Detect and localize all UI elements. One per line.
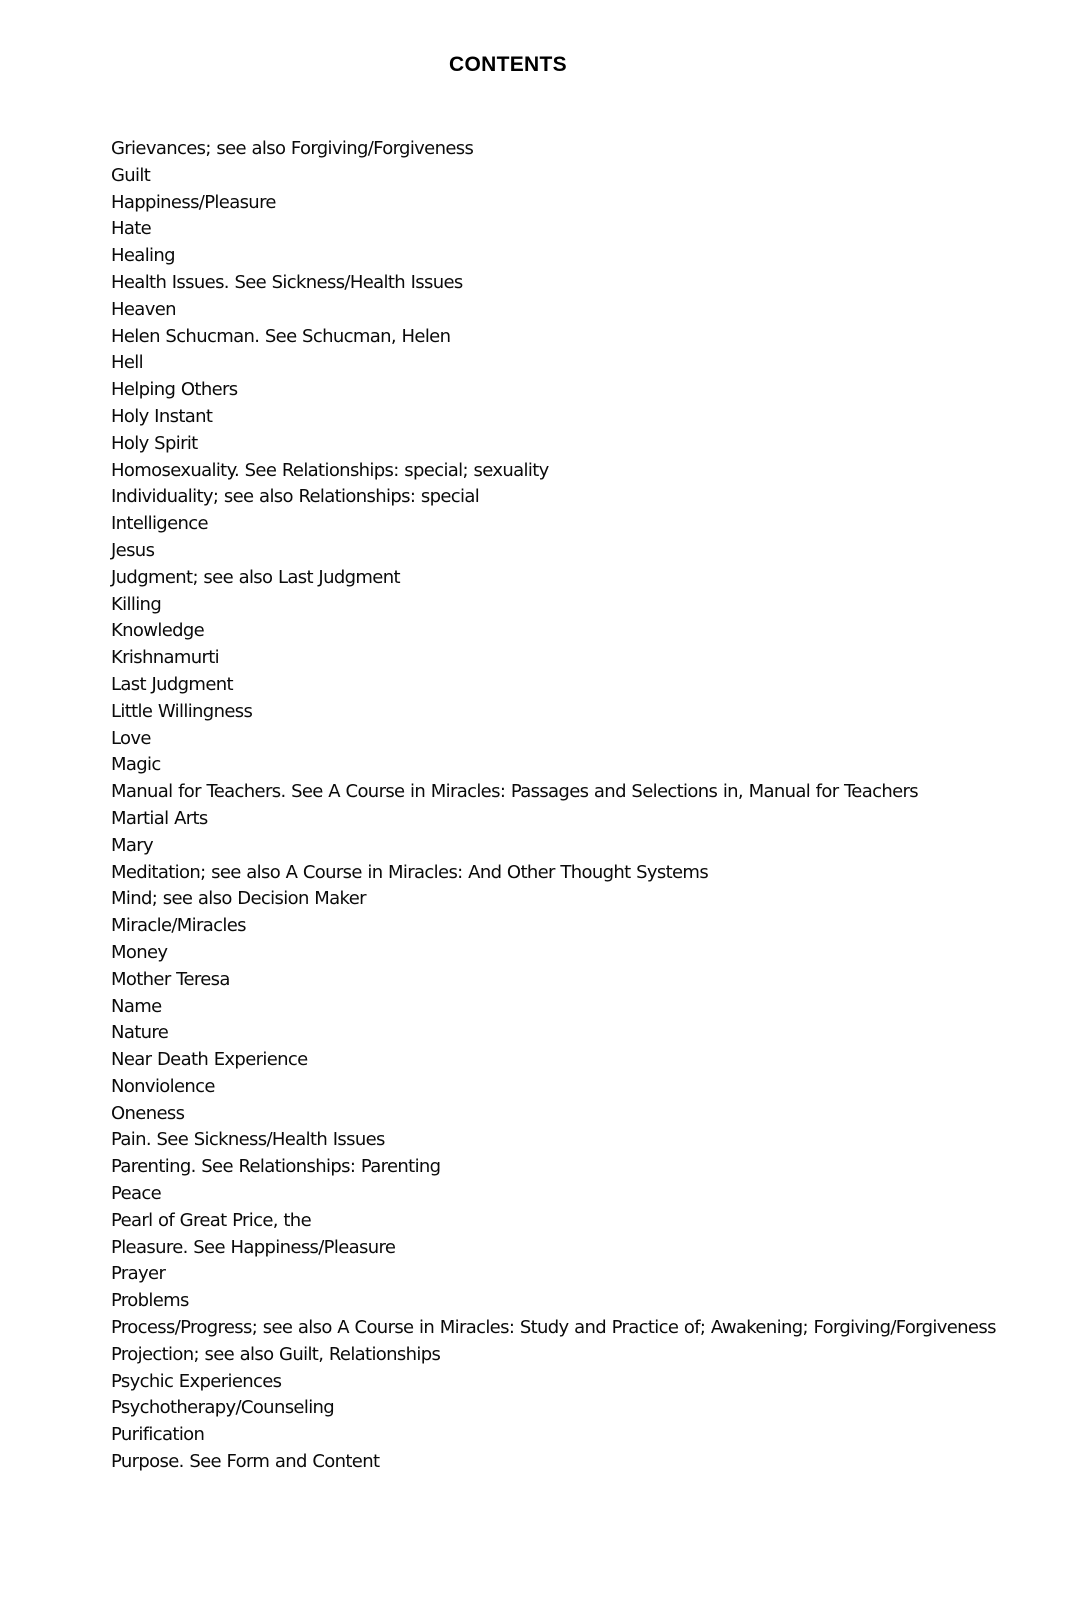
contents-entry: Parenting. See Relationships: Parenting [111,1156,441,1178]
contents-entry: Holy Spirit [111,432,198,454]
contents-entry: Helping Others [111,379,238,401]
contents-entry: Process/Progress; see also A Course in Miracles: Study and Practice of; Awakening; Forgiving/Forgiveness [111,1317,996,1339]
contents-entry: Intelligence [111,513,208,535]
contents-entry: Jesus [111,539,155,561]
contents-entry: Purification [111,1424,205,1446]
contents-entry: Magic [111,754,161,776]
contents-entry: Heaven [111,298,176,320]
contents-entry: Martial Arts [111,807,208,829]
contents-entry: Oneness [111,1102,185,1124]
contents-entry: Health Issues. See Sickness/Health Issues [111,271,463,293]
contents-entry: Near Death Experience [111,1049,308,1071]
contents-list [111,136,1071,1476]
contents-entry: Money [111,941,168,963]
contents-entry: Hate [111,218,152,240]
contents-entry: Happiness/Pleasure [111,191,276,213]
contents-entry: Miracle/Miracles [111,915,246,937]
contents-entry: Love [111,727,151,749]
contents-entry: Name [111,995,162,1017]
contents-entry: Mother Teresa [111,968,230,990]
contents-entry: Peace [111,1183,162,1205]
contents-entry: Healing [111,245,175,267]
contents-entry: Judgment; see also Last Judgment [111,566,400,588]
contents-entry: Manual for Teachers. See A Course in Miracles: Passages and Selections in, Manual for Teachers [111,781,919,803]
contents-entry: Nonviolence [111,1075,215,1097]
contents-entry: Homosexuality. See Relationships: special; sexuality [111,459,549,481]
contents-entry: Nature [111,1022,169,1044]
contents-entry: Grievances; see also Forgiving/Forgiveness [111,138,474,159]
contents-entry: Problems [111,1290,189,1312]
contents-entry: Mind; see also Decision Maker [111,888,366,910]
contents-entry: Little Willingness [111,700,253,722]
contents-entry: Knowledge [111,620,205,642]
contents-entry: Individuality; see also Relationships: special [111,486,480,508]
contents-entry: Holy Instant [111,405,213,427]
contents-entry: Krishnamurti [111,647,220,669]
contents-entry: Meditation; see also A Course in Miracles: And Other Thought Systems [111,861,709,883]
contents-entry: Pain. See Sickness/Health Issues [111,1129,385,1151]
contents-entry: Hell [111,352,144,374]
contents-entry: Pleasure. See Happiness/Pleasure [111,1236,396,1258]
contents-entry: Purpose. See Form and Content [111,1451,380,1473]
contents-entry: Last Judgment [111,673,233,695]
contents-entry: Psychotherapy/Counseling [111,1397,335,1419]
contents-entry: Killing [111,593,162,615]
contents-entry: Guilt [111,164,151,186]
contents-entry: Psychic Experiences [111,1370,282,1392]
contents-entry: Mary [111,834,154,856]
contents-entry: Prayer [111,1263,166,1285]
contents-entry: Helen Schucman. See Schucman, Helen [111,325,451,347]
contents-entry: Projection; see also Guilt, Relationships [111,1343,441,1365]
page-title: CONTENTS [449,53,567,76]
contents-entry: Pearl of Great Price, the [111,1209,311,1231]
